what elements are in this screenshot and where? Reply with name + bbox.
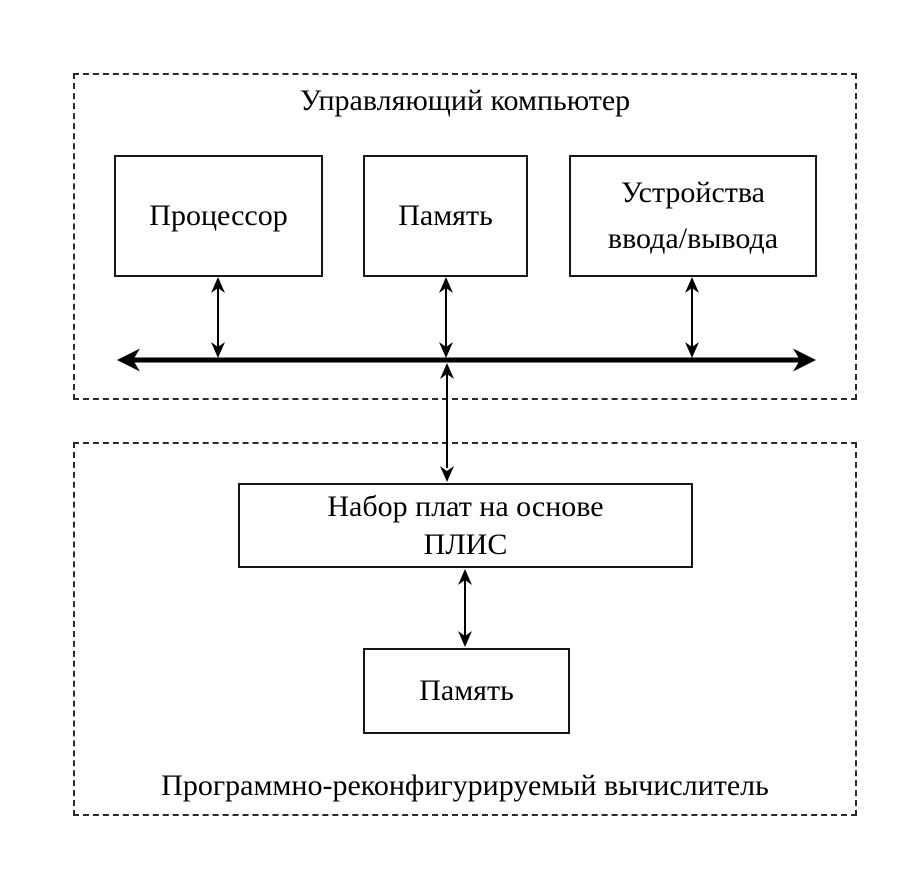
processor-label: Процессор [149, 199, 288, 232]
processor-box [114, 155, 323, 277]
memory-box-bottom [363, 648, 570, 734]
reconfigurable-computer-title: Программно-реконфигурируемый вычислитель [161, 769, 769, 802]
io-devices-box [569, 155, 817, 277]
memory-label: Память [419, 674, 514, 707]
control-computer-title: Управляющий компьютер [299, 84, 631, 117]
memory-box-top [363, 155, 528, 277]
io-label-line1: Устройства [621, 176, 765, 209]
fpga-board-set-box [238, 483, 693, 568]
fpga-label-line2: ПЛИС [423, 527, 508, 561]
io-label-line2: ввода/вывода [607, 222, 779, 255]
memory-label: Память [398, 199, 493, 232]
fpga-label-line1: Набор плат на основе [327, 489, 604, 523]
